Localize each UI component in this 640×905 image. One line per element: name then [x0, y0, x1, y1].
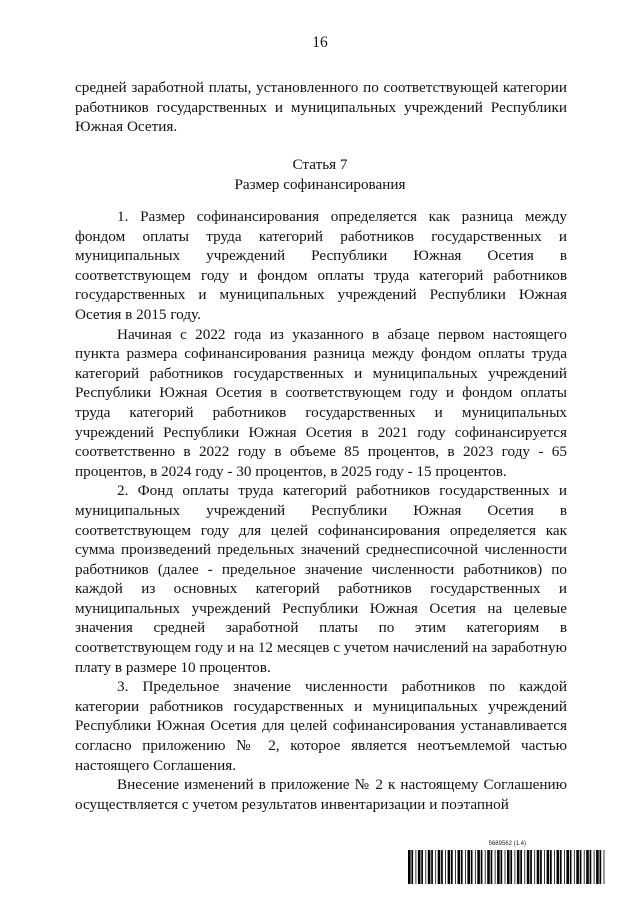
article-heading	[0, 155, 640, 194]
paragraph-5: Внесение изменений в приложение № 2 к настоящему Соглашению осуществляется с учетом результатов инвентаризации и поэтапной	[75, 776, 567, 813]
intro-paragraph: средней заработной платы, установленного по соответствующей категории работников государственных и муниципальных учреждений Республики Южная Осетия.	[75, 79, 567, 136]
paragraph-4: 3. Предельное значение численности работников по каждой категории работников государственных и муниципальных учреждений Республики Южная Осетия для целей софинансирования устанавливается согласно приложению № 2, которое является неотъемлемой частью настоящего Соглашения.	[75, 678, 567, 774]
article-title: Размер софинансирования	[234, 175, 406, 193]
page-number: 16	[312, 34, 328, 51]
barcode-icon	[408, 850, 608, 884]
paragraph-2: Начиная с 2022 года из указанного в абзаце первом настоящего пункта размера софинансирования разница между фондом оплаты труда категорий работников государственных и муниципальных учреждений Республики Южная Осетия в соответствующем году и фондом оплаты труда категорий работников государственных и муниципальных учреждений Республики Южная Осетия в 2021 году софинансируется соответственно в 2022 году в объеме 85 процентов, в 2023 году - 65 процентов, в 2024 году - 30 процентов, в 2025 году - 15 процентов.	[75, 325, 567, 480]
article-body	[75, 207, 567, 814]
intro-paragraph-block	[75, 78, 567, 137]
paragraph-1: 1. Размер софинансирования определяется как разница между фондом оплаты труда категорий работников государственных и муниципальных учреждений Республики Южная Осетия в соответствующем году и фондом оплаты труда категорий работников государственных и муниципальных учреждений Республики Южная Осетия в 2015 году.	[75, 208, 567, 323]
paragraph-3: 2. Фонд оплаты труда категорий работников государственных и муниципальных учреждений Республики Южная Осетия в соответствующем году для целей софинансирования определяется как сумма произведений предельных значений среднесписочной численности работников (далее - предельное значение численности работников) по каждой из основных категорий работников государственных и муниципальных учреждений Республики Южная Осетия на целевые значения средней заработной платы по этим категориям в соответствующем году и на 12 месяцев с учетом начислений на заработную плату в размере 10 процентов.	[75, 482, 567, 676]
article-number: Статья 7	[292, 156, 348, 173]
barcode-label: 5689562 (1.4)	[488, 841, 526, 847]
document-barcode	[408, 841, 608, 885]
